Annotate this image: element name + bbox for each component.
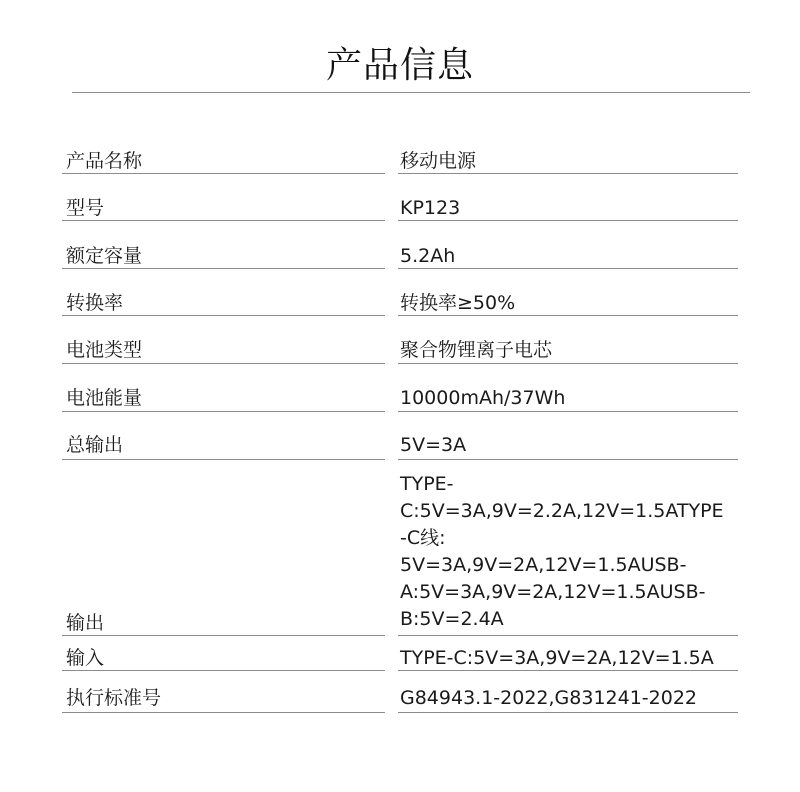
row-divider	[398, 268, 738, 269]
spec-value: 转换率≥50%	[400, 292, 516, 314]
row-divider	[398, 173, 738, 174]
row-divider	[398, 712, 738, 713]
row-divider	[62, 220, 385, 221]
row-divider	[398, 670, 738, 671]
spec-label: 输入	[66, 647, 105, 669]
value-line: -C线:	[400, 527, 446, 549]
row-divider	[62, 712, 385, 713]
spec-label: 执行标准号	[66, 687, 162, 709]
row-divider	[398, 315, 738, 316]
row-divider	[62, 173, 385, 174]
row-divider	[62, 459, 385, 460]
spec-value: G84943.1-2022,G831241-2022	[400, 687, 698, 709]
row-divider	[398, 635, 738, 636]
spec-label: 电池类型	[66, 339, 143, 361]
spec-label: 产品名称	[66, 150, 143, 172]
row-divider	[398, 363, 738, 364]
spec-value: KP123	[400, 197, 461, 219]
value-line: C:5V=3A,9V=2.2A,12V=1.5ATYPE	[400, 500, 724, 522]
value-line: TYPE-	[400, 473, 454, 495]
spec-value: 5.2Ah	[400, 245, 456, 267]
spec-label: 转换率	[66, 292, 124, 314]
row-divider	[62, 411, 385, 412]
spec-label: 型号	[66, 197, 105, 219]
value-line: B:5V=2.4A	[400, 608, 504, 630]
spec-label: 电池能量	[66, 387, 143, 409]
spec-label: 输出	[66, 612, 105, 634]
row-divider	[398, 411, 738, 412]
row-divider	[62, 315, 385, 316]
spec-value	[400, 471, 740, 633]
page-title: 产品信息	[325, 45, 474, 86]
spec-label: 额定容量	[66, 245, 143, 267]
spec-value: 聚合物锂离子电芯	[400, 339, 553, 361]
spec-value: TYPE-C:5V=3A,9V=2A,12V=1.5A	[400, 647, 714, 669]
row-divider	[398, 459, 738, 460]
value-line: 5V=3A,9V=2A,12V=1.5AUSB-	[400, 554, 687, 576]
row-divider	[62, 268, 385, 269]
value-line: A:5V=3A,9V=2A,12V=1.5AUSB-	[400, 581, 706, 603]
spec-value: 10000mAh/37Wh	[400, 387, 566, 409]
row-divider	[62, 363, 385, 364]
row-divider	[62, 635, 385, 636]
spec-label: 总输出	[66, 434, 124, 456]
spec-value: 5V=3A	[400, 434, 467, 456]
spec-value: 移动电源	[400, 150, 477, 172]
row-divider	[62, 670, 385, 671]
row-divider	[398, 220, 738, 221]
